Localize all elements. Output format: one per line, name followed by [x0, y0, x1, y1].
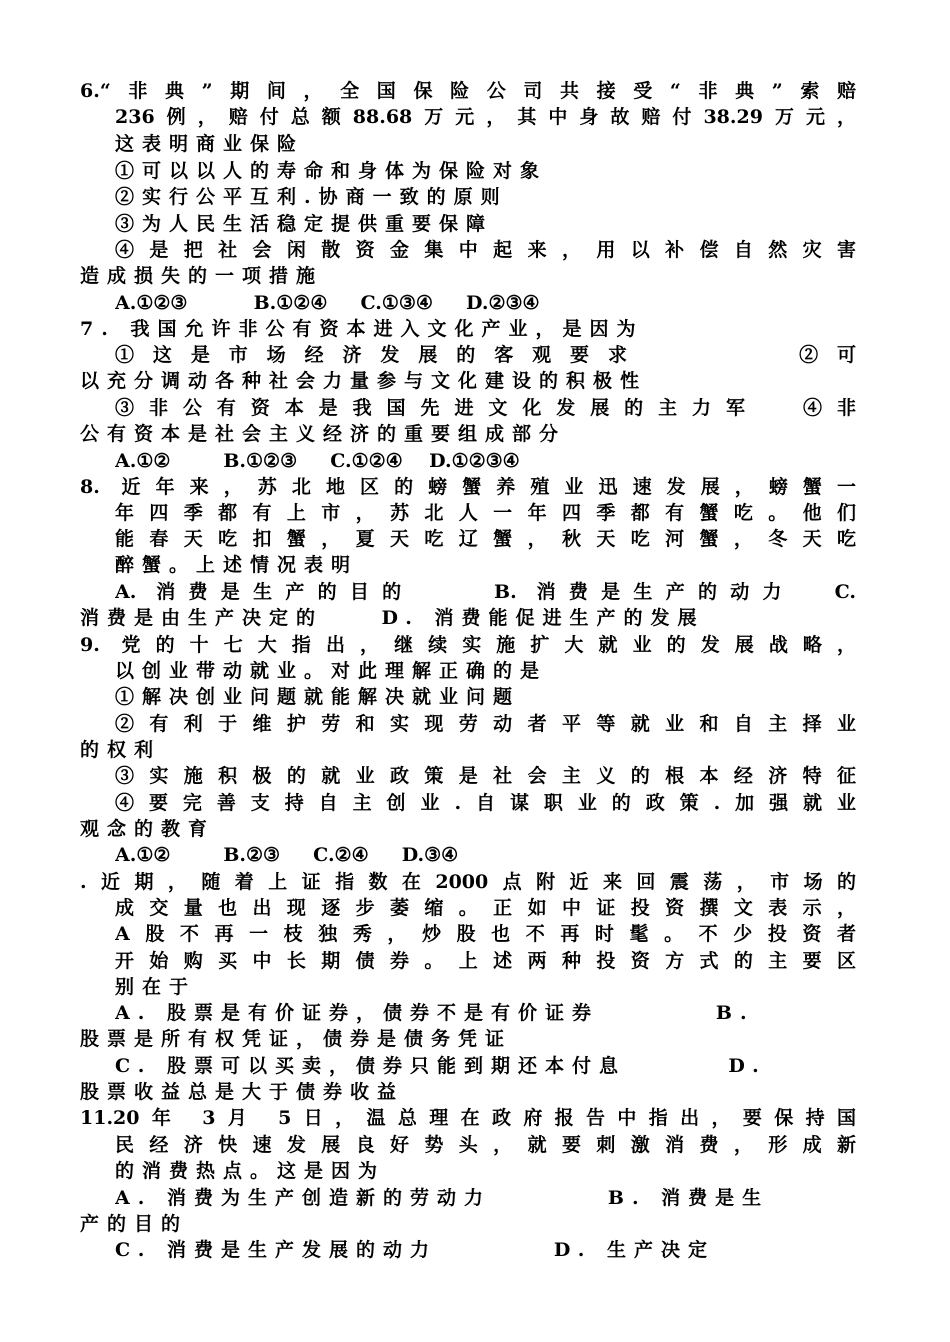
q8-stem-line-3: 能春天吃扣蟹，夏天吃辽蟹，秋天吃河蟹，冬天吃: [115, 528, 856, 550]
q10-answer-a: A. 股票是有价证券，债券不是有价证券 B.: [115, 1002, 755, 1024]
q10-stem-line-4: 开始购买中长期债券。上述两种投资方式的主要区: [115, 950, 856, 972]
q8-answer-choices-1: A. 消费是生产的目的 B. 消费是生产的动力 C.: [115, 581, 856, 603]
q7-option-2-cont: 以充分调动各种社会力量参与文化建设的积极性: [80, 370, 648, 392]
q8-stem-line-1: 8. 近年来，苏北地区的螃蟹养殖业迅速发展，螃蟹一: [80, 476, 856, 498]
q10-stem-line-5: 别在于: [115, 976, 197, 998]
q6-option-4-cont: 造成损失的一项措施: [80, 265, 324, 287]
q6-option-1: ①可以以人的寿命和身体为保险对象: [115, 160, 548, 182]
q7-option-3: ③非公有资本是我国先进文化发展的主力军 ④非: [115, 397, 856, 419]
q11-stem-line-1: 11.20年 3月 5日，温总理在政府报告中指出，要保持国: [80, 1107, 856, 1129]
q7-stem: 7. 我国允许非公有资本进入文化产业，是因为: [80, 318, 644, 340]
q6-option-2: ②实行公平互利.协商一致的原则: [115, 186, 508, 208]
q9-option-4: ④要完善支持自主创业.自谋职业的政策.加强就业: [115, 792, 856, 814]
q11-answer-a-b: A. 消费为生产创造新的劳动力 B. 消费是生: [115, 1187, 770, 1209]
q6-stem-line-3: 这表明商业保险: [115, 133, 305, 155]
q7-option-4-cont: 公有资本是社会主义经济的重要组成部分: [80, 423, 567, 445]
q6-option-3: ③为人民生活稳定提供重要保障: [115, 213, 494, 235]
q6-stem-line-2: 236例，赔付总额88.68万元，其中身故赔付38.29万元，: [115, 106, 856, 128]
q9-option-3: ③实施积极的就业政策是社会主义的根本经济特征: [115, 765, 856, 787]
q9-option-1: ①解决创业问题就能解决就业问题: [115, 686, 521, 708]
q9-option-2: ②有利于维护劳和实现劳动者平等就业和自主择业: [115, 713, 856, 735]
q9-answer-choices: A.①② B.②③ C.②④ D.③④: [115, 844, 459, 866]
q10-answer-b: 股票是所有权凭证，债券是债务凭证: [80, 1028, 513, 1050]
q10-answer-d: 股票收益总是大于债券收益: [80, 1081, 405, 1103]
q6-stem-line-1: 6.“非典”期间，全国保险公司共接受“非典”索赔: [80, 80, 856, 102]
q10-stem-line-2: 成交量也出现逐步萎缩。正如中证投资撰文表示，: [115, 897, 856, 919]
q7-option-1: ①这是市场经济发展的客观要求 ②可: [115, 344, 856, 366]
q8-answer-choices-2: 消费是由生产决定的 D. 消费能促进生产的发展: [80, 607, 705, 629]
q10-stem-line-3: A股不再一枝独秀，炒股也不再时髦。不少投资者: [115, 923, 856, 945]
q10-stem-line-1: .近期，随着上证指数在2000点附近来回震荡，市场的: [80, 871, 856, 893]
q11-stem-line-3: 的消费热点。这是因为: [115, 1160, 386, 1182]
q10-answer-c: C. 股票可以买卖，债券只能到期还本付息 D.: [115, 1055, 767, 1077]
q11-answer-b-cont: 产的目的: [80, 1213, 189, 1235]
q9-stem-line-2: 以创业带动就业。对此理解正确的是: [115, 660, 548, 682]
q11-stem-line-2: 民经济快速发展良好势头，就要刺激消费，形成新: [115, 1134, 856, 1156]
q9-option-4-cont: 观念的教育: [80, 818, 216, 840]
q11-answer-c-d: C. 消费是生产发展的动力 D. 生产决定: [115, 1239, 715, 1261]
q8-stem-line-4: 醉蟹。上述情况表明: [115, 554, 359, 576]
q8-stem-line-2: 年四季都有上市，苏北人一年四季都有蟹吃。他们: [115, 502, 856, 524]
q6-option-4: ④是把社会闲散资金集中起来，用以补偿自然灾害: [115, 239, 856, 261]
q6-answer-choices: A.①②③ B.①②④ C.①③④ D.②③④: [115, 292, 540, 314]
q9-option-2-cont: 的权利: [80, 739, 162, 761]
q7-answer-choices: A.①② B.①②③ C.①②④ D.①②③④: [115, 450, 520, 472]
q9-stem-line-1: 9. 党的十七大指出，继续实施扩大就业的发展战略，: [80, 634, 856, 656]
